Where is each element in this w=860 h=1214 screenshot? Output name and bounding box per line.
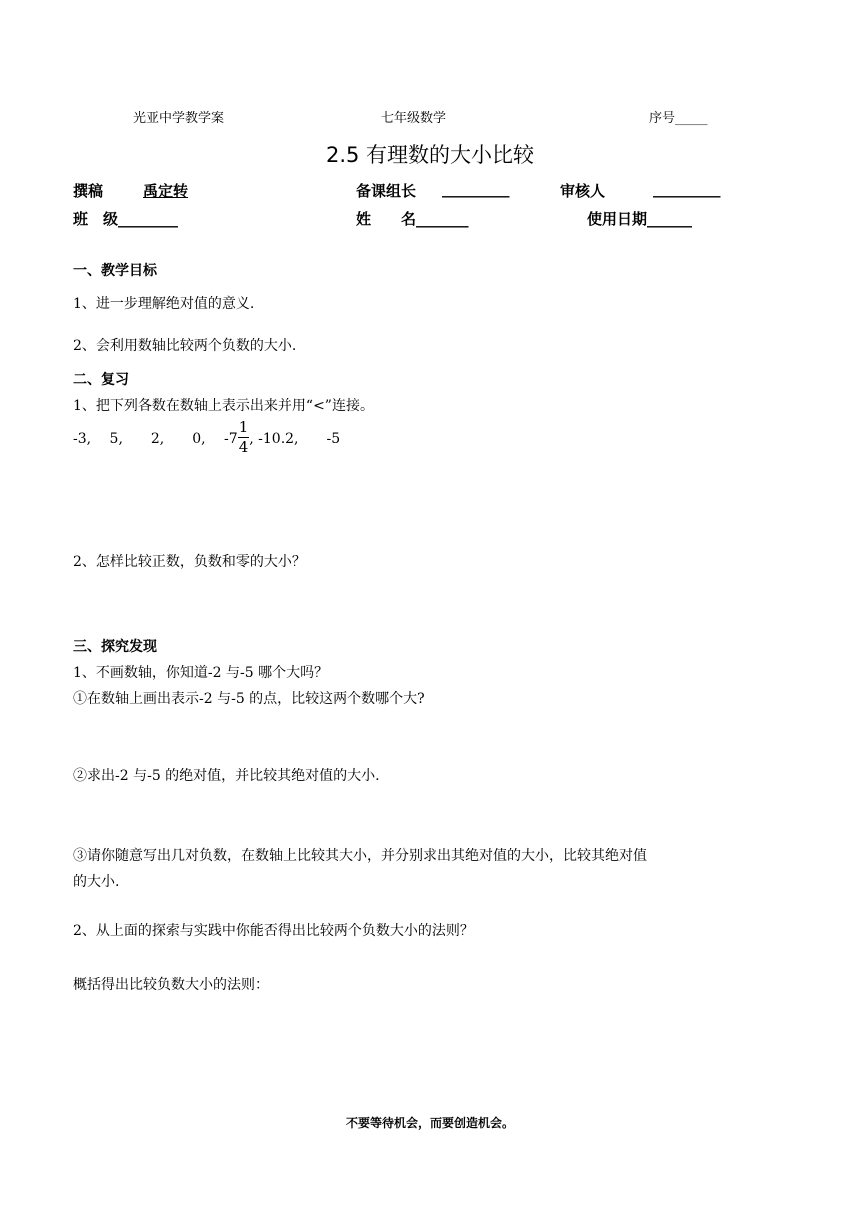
class-label: 班 级________ [73, 210, 179, 228]
fraction-one-quarter [238, 420, 250, 455]
section-3-item-2: 2、从上面的探索与实践中你能否得出比较两个负数大小的法则？ [73, 923, 474, 939]
fraction-denominator: 4 [238, 438, 249, 456]
school-name: 光亚中学教学案 [133, 111, 225, 126]
serial-number: 序号_____ [649, 111, 708, 126]
section-3-title: 三、探究发现 [73, 639, 157, 655]
subject-name: 七年级数学 [381, 111, 447, 126]
section-3-item-1c-line-2: 的大小. [73, 874, 120, 890]
footer-motto: 不要等待机会，而要创造机会。 [345, 1116, 514, 1130]
name-label: 姓 名_______ [356, 210, 469, 228]
reviewer-blank: _________ [653, 180, 721, 198]
author-label: 撰稿 [73, 182, 104, 200]
leader-blank: _________ [442, 180, 510, 198]
section-1-title: 一、教学目标 [73, 263, 157, 279]
page-title: 2.5 有理数的大小比较 [325, 143, 535, 167]
section-3-item-1c-line-1: ③请你随意写出几对负数，在数轴上比较其大小，并分别求出其绝对值的大小，比较其绝对值 [73, 848, 647, 864]
section-3-item-1a: ①在数轴上画出表示-2 与-5 的点，比较这两个数哪个大? [73, 691, 425, 707]
leader-label: 备课组长 [356, 182, 417, 200]
section-3-summary: 概括得出比较负数大小的法则： [73, 977, 269, 993]
section-1-item-1: 1、进一步理解绝对值的意义. [73, 296, 255, 312]
numbers-before: -3, 5, 2, 0, -7 [73, 430, 238, 447]
fraction-numerator: 1 [238, 418, 249, 436]
numbers-after: , -10.2, -5 [249, 430, 341, 447]
number-list [73, 420, 340, 455]
section-3-item-1: 1、不画数轴，你知道-2 与-5 哪个大吗？ [73, 665, 329, 681]
section-2-item-2: 2、怎样比较正数，负数和零的大小？ [73, 554, 306, 570]
section-2-title: 二、复习 [73, 372, 129, 388]
section-2-item-1: 1、把下列各数在数轴上表示出来并用“<”连接。 [73, 398, 374, 414]
date-label: 使用日期______ [587, 210, 693, 228]
section-1-item-2: 2、会利用数轴比较两个负数的大小. [73, 338, 297, 354]
section-3-item-1b: ②求出-2 与-5 的绝对值，并比较其绝对值的大小. [73, 768, 380, 784]
reviewer-label: 审核人 [560, 182, 606, 200]
author-value: 禹定转 [143, 182, 189, 200]
